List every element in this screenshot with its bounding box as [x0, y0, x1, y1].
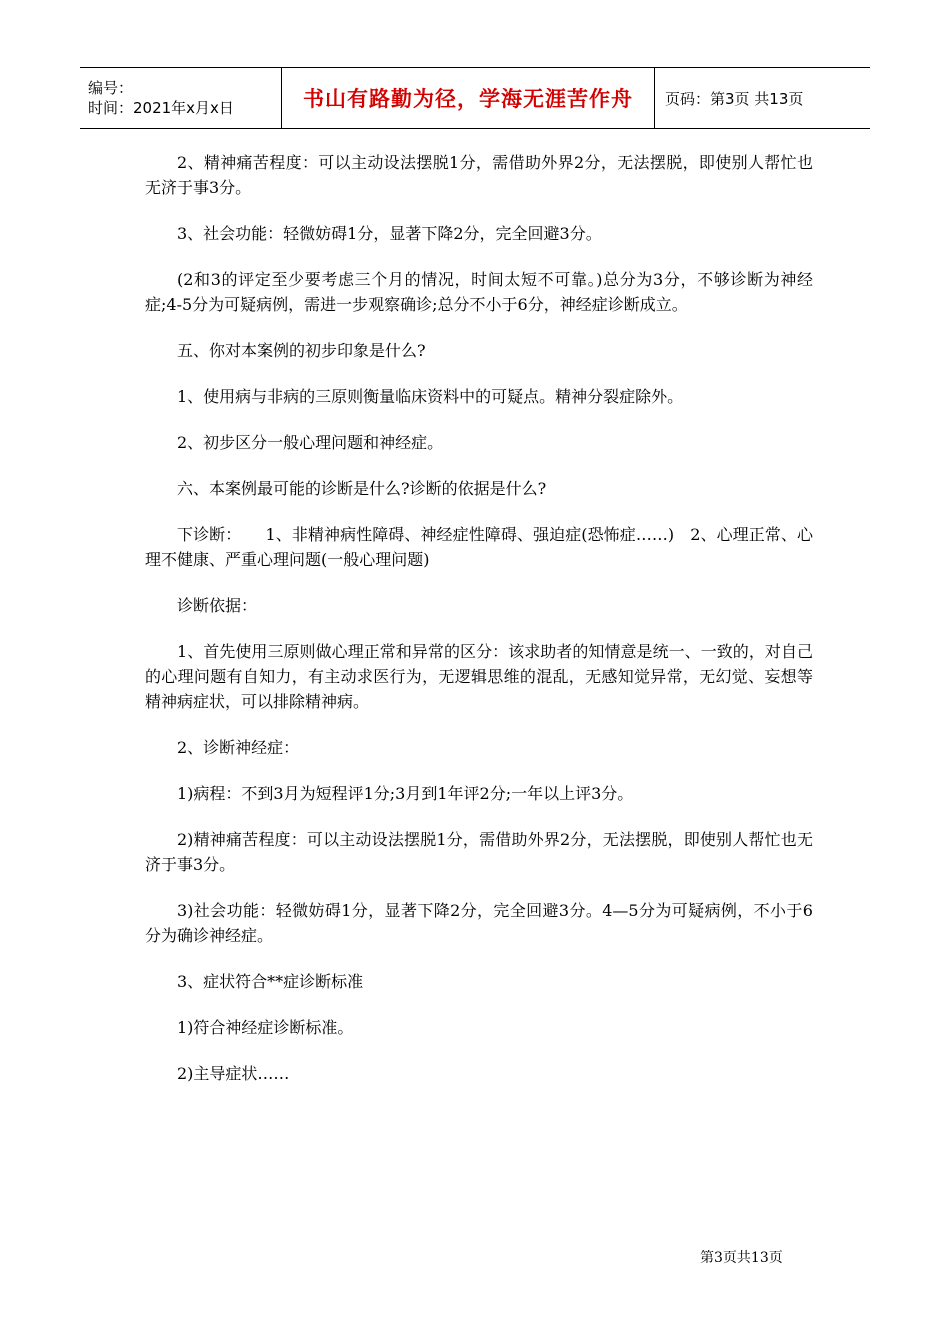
- footer-page-number: 第3页共13页: [700, 1250, 783, 1266]
- paragraph: 3、症状符合**症诊断标准: [177, 972, 364, 991]
- paragraph: 2、诊断神经症：: [177, 738, 300, 757]
- paragraph: 3、社会功能：轻微妨碍1分，显著下降2分，完全回避3分。: [177, 224, 602, 243]
- time-label: 时间：2021年x月x日: [88, 99, 234, 117]
- document-body: [145, 150, 813, 1107]
- section-heading: 五、你对本案例的初步印象是什么?: [177, 341, 426, 360]
- page-header: [80, 67, 870, 129]
- paragraph: 下诊断： 1、非精神病性障碍、神经症性障碍、强迫症(恐怖症……) 2、心理正常、心理不健康、严重心理问题(一般心理问题): [145, 525, 813, 569]
- paragraph: 1、首先使用三原则做心理正常和异常的区分：该求助者的知情意是统一、一致的，对自己的心理问题有自知力，有主动求医行为，无逻辑思维的混乱，无感知觉异常，无幻觉、妄想等精神病症状，可以排除精神病。: [145, 642, 813, 711]
- paragraph: 2、初步区分一般心理问题和神经症。: [177, 433, 444, 452]
- paragraph: 2、精神痛苦程度：可以主动设法摆脱1分，需借助外界2分，无法摆脱，即使别人帮忙也无济于事3分。: [145, 153, 813, 197]
- paragraph: 1)符合神经症诊断标准。: [177, 1018, 354, 1037]
- paragraph: 1)病程：不到3月为短程评1分;3月到1年评2分;一年以上评3分。: [177, 784, 634, 803]
- header-page-info: [655, 68, 870, 128]
- section-heading: 六、本案例最可能的诊断是什么?诊断的依据是什么?: [177, 479, 547, 498]
- header-meta: [80, 68, 282, 128]
- paragraph: 1、使用病与非病的三原则衡量临床资料中的可疑点。精神分裂症除外。: [177, 387, 684, 406]
- page-info-text: 页码：第3页 共13页: [665, 89, 804, 108]
- paragraph: 2)主导症状……: [177, 1064, 290, 1083]
- motto-text: 书山有路勤为径，学海无涯苦作舟: [303, 87, 633, 111]
- paragraph: (2和3的评定至少要考虑三个月的情况，时间太短不可靠。)总分为3分，不够诊断为神经症;4-5分为可疑病例，需进一步观察确诊;总分不小于6分，神经症诊断成立。: [145, 270, 813, 314]
- paragraph: 诊断依据：: [177, 596, 258, 615]
- number-label: 编号：: [88, 79, 134, 97]
- paragraph: 3)社会功能：轻微妨碍1分，显著下降2分，完全回避3分。4—5分为可疑病例，不小于6分为确诊神经症。: [145, 901, 813, 945]
- paragraph: 2)精神痛苦程度：可以主动设法摆脱1分，需借助外界2分，无法摆脱，即使别人帮忙也无济于事3分。: [145, 830, 813, 874]
- page-footer: [700, 1247, 850, 1267]
- header-motto: [282, 68, 655, 128]
